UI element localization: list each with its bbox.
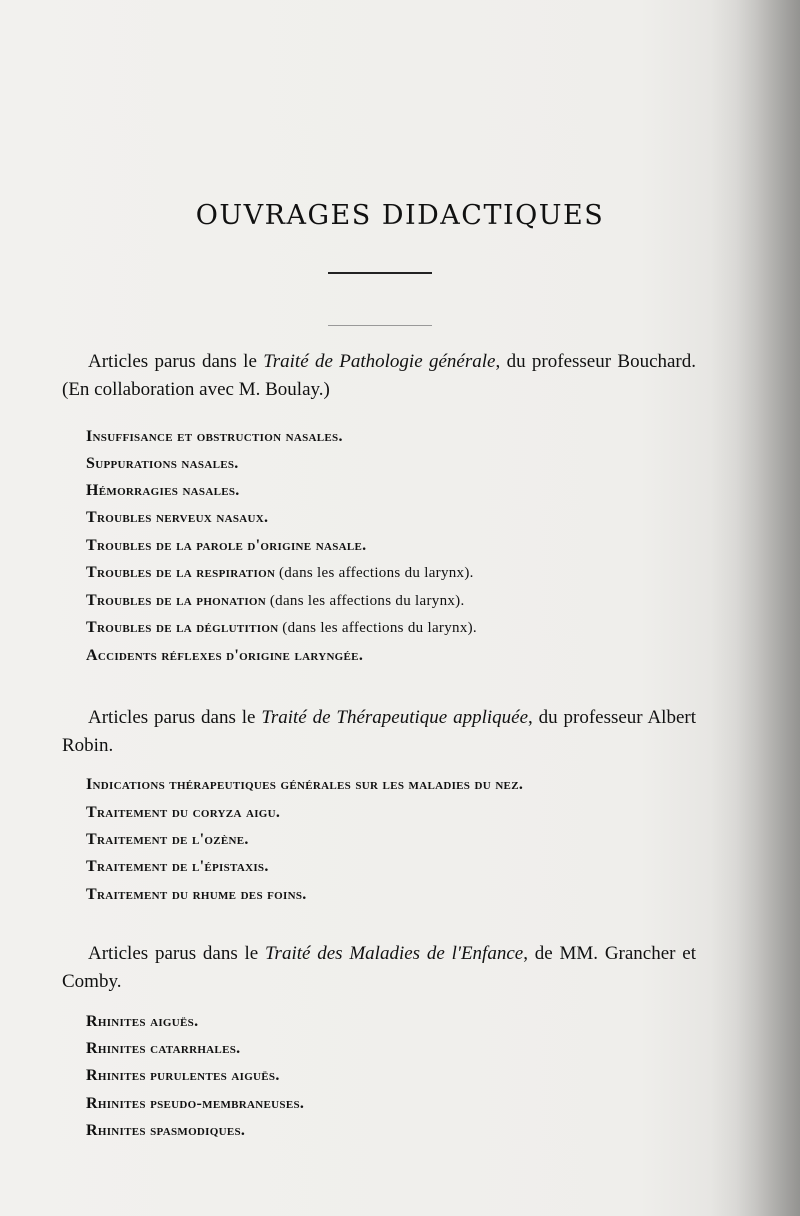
- list-item: Traitement du rhume des foins.: [86, 886, 307, 903]
- list-item: Hémorragies nasales.: [86, 482, 240, 499]
- intro-text: , du professeur Albert Robin.: [62, 707, 696, 756]
- list-item: Rhinites catarrhales.: [86, 1040, 241, 1057]
- list-item: Troubles de la respiration (dans les affections du larynx).: [86, 564, 474, 581]
- page-gutter-shadow: [710, 0, 800, 1216]
- list-item: Rhinites aiguës.: [86, 1013, 199, 1030]
- list-item: Rhinites pseudo-membraneuses.: [86, 1095, 305, 1112]
- list-item: Traitement de l'ozène.: [86, 831, 249, 848]
- intro-text: Articles parus dans le: [88, 707, 262, 728]
- list-item: Traitement de l'épistaxis.: [86, 858, 269, 875]
- list-item: Rhinites spasmodiques.: [86, 1122, 246, 1139]
- title-rule-thin: [328, 325, 432, 326]
- section-3-intro: [62, 940, 696, 996]
- title-rule: [328, 272, 432, 274]
- list-item: Insuffisance et obstruction nasales.: [86, 428, 343, 445]
- intro-text: Articles parus dans le: [88, 351, 264, 372]
- list-item: Troubles de la déglutition (dans les affections du larynx).: [86, 619, 477, 636]
- intro-text: Articles parus dans le: [88, 943, 266, 964]
- work-title: Traité de Pathologie générale: [263, 351, 496, 372]
- list-item: Rhinites purulentes aiguës.: [86, 1067, 280, 1084]
- list-item: Troubles nerveux nasaux.: [86, 509, 269, 526]
- list-item: Troubles de la parole d'origine nasale.: [86, 537, 367, 554]
- list-item: Indications thérapeutiques générales sur les maladies du nez.: [86, 776, 524, 793]
- page-title: OUVRAGES DIDACTIQUES: [195, 200, 605, 231]
- list-item: Suppurations nasales.: [86, 455, 239, 472]
- intro-text: , du professeur Bouchard. (En collaboration avec M. Boulay.): [62, 351, 697, 400]
- work-title: Traité des Maladies de l'Enfance: [265, 943, 524, 964]
- work-title: Traité de Thérapeutique appliquée: [261, 707, 529, 728]
- intro-text: , de MM. Grancher et Comby.: [62, 943, 697, 992]
- list-item: Troubles de la phonation (dans les affections du larynx).: [86, 592, 465, 609]
- list-item: Traitement du coryza aigu.: [86, 804, 281, 821]
- section-1-intro: [62, 348, 696, 404]
- section-2-intro: [62, 704, 696, 760]
- list-item: Accidents réflexes d'origine laryngée.: [86, 647, 364, 664]
